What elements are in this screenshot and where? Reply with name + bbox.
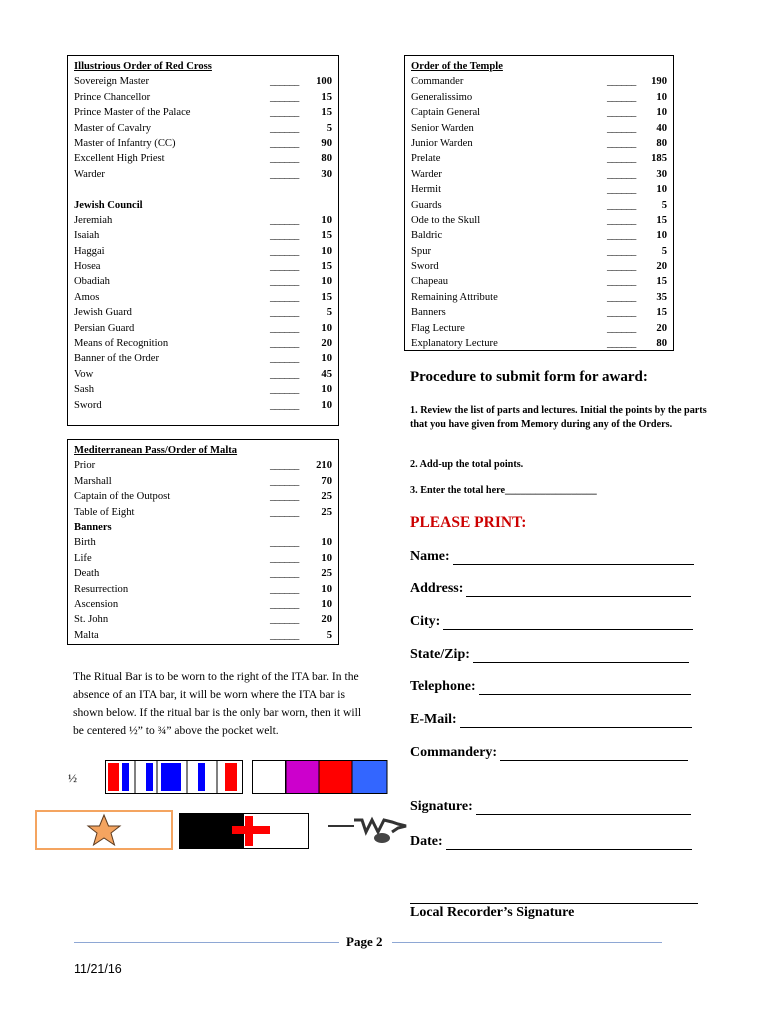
part-label: Death [74,568,100,580]
part-points: 30 [656,168,667,180]
part-label: Jewish Guard [74,307,132,319]
initial-blank[interactable]: ______ [270,353,299,365]
part-points: 20 [656,322,667,334]
part-points: 15 [656,276,667,288]
part-points: 15 [321,291,332,303]
part-row [74,582,332,597]
initial-blank[interactable]: ______ [270,399,299,411]
initial-blank[interactable]: ______ [270,245,299,257]
initial-blank[interactable]: ______ [270,168,299,180]
part-label: Senior Warden [411,122,474,134]
telephone-field[interactable]: Telephone: [410,679,691,695]
part-points: 90 [321,137,332,149]
initial-blank[interactable]: ______ [270,322,299,334]
part-row [74,382,332,397]
part-label: Birth [74,537,96,549]
initial-blank[interactable]: ______ [270,629,299,641]
part-row [74,151,332,166]
part-points: 10 [321,384,332,396]
part-points: 5 [326,629,332,641]
banners-title: Banners [74,521,112,533]
part-row [74,566,332,581]
local-recorder-label: Local Recorder’s Signature [410,905,575,920]
part-label: Sash [74,384,95,396]
initial-blank[interactable]: ______ [607,291,636,303]
initial-blank[interactable]: ______ [270,261,299,273]
initial-blank[interactable]: ______ [270,491,299,503]
procedure-title: Procedure to submit form for award: [410,369,648,385]
part-points: 10 [321,583,332,595]
initial-blank[interactable]: ______ [270,276,299,288]
part-row [74,336,332,351]
part-row [411,336,667,351]
procedure-step-3[interactable]: 3. Enter the total here__________________ [410,485,597,496]
part-label: Chapeau [411,276,449,288]
part-row [74,74,332,89]
part-points: 15 [321,261,332,273]
part-row [411,321,667,336]
part-row [411,198,667,213]
part-points: 20 [321,614,332,626]
malta-section [67,439,339,645]
initial-blank[interactable]: ______ [607,199,636,211]
part-label: Prelate [411,153,441,165]
footer-rule-right [392,942,662,943]
part-row [74,244,332,259]
part-points: 25 [321,506,332,518]
order-colors-ribbon [252,760,388,794]
part-points: 70 [321,475,332,487]
part-points: 10 [321,353,332,365]
part-label: Ascension [74,598,119,610]
initial-blank[interactable]: ______ [270,384,299,396]
part-label: Isaiah [74,230,100,242]
initial-blank[interactable]: ______ [270,338,299,350]
part-label: Master of Infantry (CC) [74,137,176,149]
initial-blank[interactable]: ______ [270,614,299,626]
part-row [411,213,667,228]
part-label: Hermit [411,184,442,196]
footer-date: 11/21/16 [74,962,122,976]
part-label: Malta [74,629,99,641]
part-row [74,213,332,228]
initial-blank[interactable]: ______ [270,552,299,564]
part-row [74,136,332,151]
part-row [74,489,332,504]
initial-blank[interactable]: ______ [607,230,636,242]
part-row [411,274,667,289]
part-row [74,305,332,320]
red-cross-section [67,55,339,426]
ribbon-blue-stripe [122,763,129,791]
part-label: Junior Warden [411,137,473,149]
initial-blank[interactable]: ______ [607,245,636,257]
part-row [74,351,332,366]
local-recorder-signature-line[interactable] [410,903,698,904]
part-points: 80 [656,137,667,149]
part-points: 10 [321,598,332,610]
jewish-council-title: Jewish Council [74,199,143,211]
part-row [74,367,332,382]
part-row [411,244,667,259]
part-row [74,121,332,136]
initial-blank[interactable]: ______ [607,122,636,134]
temple-section [404,55,674,351]
part-points: 80 [321,153,332,165]
initial-blank[interactable]: ______ [270,537,299,549]
part-label: Warder [411,168,442,180]
red-cross-title: Illustrious Order of Red Cross [74,61,212,72]
part-row [74,290,332,305]
part-points: 40 [656,122,667,134]
part-row [74,259,332,274]
ribbon-red-stripe [225,763,237,791]
ribbon-blue-stripe [198,763,205,791]
part-points: 185 [651,153,667,165]
initial-blank[interactable]: ______ [607,91,636,103]
part-row [74,90,332,105]
part-row [411,151,667,166]
part-label: Commander [411,76,464,88]
part-label: Explanatory Lecture [411,338,498,350]
part-label: Prior [74,460,96,472]
part-points: 10 [321,276,332,288]
initial-blank[interactable]: ______ [270,76,299,88]
part-label: Amos [74,291,100,303]
initial-blank[interactable]: ______ [270,230,299,242]
part-label: Persian Guard [74,322,135,334]
part-label: Ode to the Skull [411,214,481,226]
part-label: Hosea [74,261,101,273]
part-label: Haggai [74,245,105,257]
part-points: 15 [656,214,667,226]
part-points: 5 [661,199,667,211]
part-points: 100 [316,76,332,88]
email-field[interactable]: E-Mail: [410,712,692,728]
part-points: 30 [321,168,332,180]
ita-bar-star [35,810,173,850]
part-row [74,458,332,473]
initial-blank[interactable]: ______ [270,368,299,380]
part-points: 5 [326,307,332,319]
part-points: 45 [321,368,332,380]
part-label: Marshall [74,475,112,487]
part-points: 15 [656,307,667,319]
part-row [74,628,332,643]
part-points: 10 [321,322,332,334]
part-points: 15 [321,230,332,242]
initial-blank[interactable]: ______ [607,214,636,226]
part-label: Sword [411,261,439,273]
part-label: Remaining Attribute [411,291,498,303]
initial-blank[interactable]: ______ [270,475,299,487]
part-label: Life [74,552,92,564]
part-label: Table of Eight [74,506,135,518]
ribbon-blue-stripe [161,763,181,791]
city-field[interactable]: City: [410,614,693,630]
part-points: 210 [316,460,332,472]
part-row [411,105,667,120]
part-points: 5 [661,245,667,257]
part-label: St. John [74,614,109,626]
initial-blank[interactable]: ______ [270,153,299,165]
part-label: Banner of the Order [74,353,160,365]
initial-blank[interactable]: ______ [607,76,636,88]
part-points: 80 [656,338,667,350]
part-row [74,105,332,120]
part-label: Excellent High Priest [74,153,165,165]
part-label: Master of Cavalry [74,122,152,134]
part-row [411,228,667,243]
part-points: 10 [321,399,332,411]
part-points: 10 [656,184,667,196]
part-points: 10 [321,245,332,257]
part-row [74,321,332,336]
initial-blank[interactable]: ______ [607,184,636,196]
part-row [411,290,667,305]
initial-blank[interactable]: ______ [607,168,636,180]
ritual-bar-ribbon [105,760,243,794]
part-points: 25 [321,568,332,580]
initial-blank[interactable]: ______ [607,307,636,319]
address-field[interactable]: Address: [410,581,691,597]
part-label: Guards [411,199,442,211]
part-points: 10 [656,91,667,103]
part-row [74,228,332,243]
part-row [411,136,667,151]
part-row [411,259,667,274]
part-label: Means of Recognition [74,338,169,350]
initial-blank[interactable]: ______ [607,107,636,119]
date-field[interactable]: Date: [410,834,692,850]
part-row [74,535,332,550]
initial-blank[interactable]: ______ [270,107,299,119]
part-label: Obadiah [74,276,110,288]
initial-blank[interactable]: ______ [607,322,636,334]
footer-rule-left [74,942,339,943]
cross-bar-ribbon [179,813,309,849]
commandery-field[interactable]: Commandery: [410,745,688,761]
part-label: Sovereign Master [74,76,150,88]
page-number: Page 2 [346,934,383,949]
part-label: Jeremiah [74,214,113,226]
part-points: 20 [656,261,667,273]
initial-blank[interactable]: ______ [607,261,636,273]
ita-bar-emblem-icon [326,810,410,846]
part-label: Generalissimo [411,91,473,103]
initial-blank[interactable]: ______ [270,291,299,303]
initial-blank[interactable]: ______ [270,91,299,103]
initial-blank[interactable]: ______ [270,122,299,134]
signature-field[interactable]: Signature: [410,799,691,815]
part-points: 20 [321,338,332,350]
initial-blank[interactable]: ______ [270,598,299,610]
part-label: Captain General [411,107,481,119]
initial-blank[interactable]: ______ [270,307,299,319]
part-label: Flag Lecture [411,322,465,334]
part-row [74,612,332,627]
part-row [411,74,667,89]
malta-title: Mediterranean Pass/Order of Malta [74,445,238,456]
part-label: Banners [411,307,446,319]
part-label: Warder [74,168,105,180]
part-points: 5 [326,122,332,134]
part-points: 10 [656,230,667,242]
initial-blank[interactable]: ______ [270,214,299,226]
part-points: 35 [656,291,667,303]
part-label: Vow [74,368,94,380]
part-row [74,398,332,413]
initial-blank[interactable]: ______ [607,153,636,165]
part-row [411,305,667,320]
part-label: Prince Chancellor [74,91,151,103]
state-zip-field[interactable]: State/Zip: [410,647,689,663]
procedure-step-2: 2. Add-up the total points. [410,459,524,470]
initial-blank[interactable]: ______ [270,460,299,472]
initial-blank[interactable]: ______ [607,137,636,149]
initial-blank[interactable]: ______ [607,338,636,350]
part-points: 10 [321,214,332,226]
part-label: Baldric [411,230,443,242]
part-points: 15 [321,107,332,119]
half-inch-label: ½ [68,771,77,785]
part-points: 10 [321,537,332,549]
part-row [411,90,667,105]
part-row [411,182,667,197]
name-field[interactable]: Name: [410,549,694,565]
part-row [74,551,332,566]
part-points: 10 [656,107,667,119]
please-print-heading: PLEASE PRINT: [410,514,527,531]
part-label: Sword [74,399,102,411]
ribbon-blue-stripe [146,763,153,791]
part-row [74,474,332,489]
part-label: Spur [411,245,432,257]
part-row [74,505,332,520]
part-row [74,167,332,182]
initial-blank[interactable]: ______ [270,583,299,595]
initial-blank[interactable]: ______ [270,137,299,149]
part-label: Prince Master of the Palace [74,107,191,119]
part-row [411,121,667,136]
part-points: 25 [321,491,332,503]
ribbon-red-stripe [108,763,119,791]
part-label: Resurrection [74,583,129,595]
initial-blank[interactable]: ______ [270,568,299,580]
temple-title: Order of the Temple [411,61,503,72]
initial-blank[interactable]: ______ [270,506,299,518]
ritual-bar-instructions: The Ritual Bar is to be worn to the right of the ITA bar. In the absence of an ITA bar, it will be worn where the ITA bar is shown below. If the ritual bar is the only bar worn, then it will be centered ½” to ¾” above the pocket welt. [73,670,362,737]
part-points: 10 [321,552,332,564]
part-points: 190 [651,76,667,88]
part-row [74,597,332,612]
part-label: Captain of the Outpost [74,491,171,503]
initial-blank[interactable]: ______ [607,276,636,288]
part-row [74,274,332,289]
part-points: 15 [321,91,332,103]
procedure-step-1: 1. Review the list of parts and lectures. Initial the points by the parts that you have given from Memory during any of the Orders. [410,405,707,430]
part-row [411,167,667,182]
